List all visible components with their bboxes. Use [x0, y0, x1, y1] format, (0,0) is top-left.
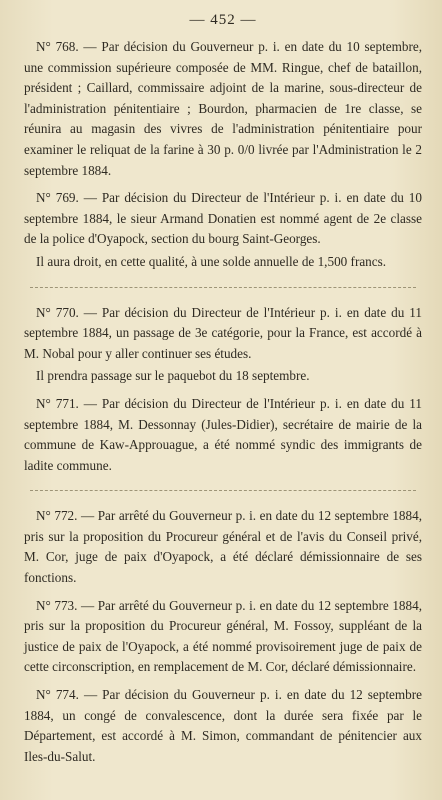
entry-772 [24, 506, 422, 588]
entry-774 [24, 685, 422, 767]
entry-770 [24, 303, 422, 387]
entry-paragraph: N° 774. — Par décision du Gouverneur p. i. en date du 12 septembre 1884, un congé de convalescence, dont la durée sera fixée par le Département, est accordé à M. Simon, commandant de pénitencier aux Iles-du-Salut. [24, 687, 422, 764]
entry-768 [24, 37, 422, 181]
entry-paragraph: Il aura droit, en cette qualité, à une solde annuelle de 1,500 francs. [36, 253, 387, 269]
entry-paragraph: N° 773. — Par arrêté du Gouverneur p. i. en date du 12 septembre 1884, pris sur la proposition du Procureur général, M. Fossoy, suppléant de la justice de paix de l'Oyapock, a été nommé provisoirement juge de paix de cette circonscription, en remplacement de M. Cor, déclaré démissionnaire. [24, 597, 422, 675]
section-divider [30, 490, 416, 492]
entry-773 [24, 596, 422, 678]
entry-paragraph: N° 770. — Par décision du Directeur de l'Intérieur p. i. en date du 11 septembre 1884, un passage de 3e catégorie, pour la France, est accordé à M. Nobal pour y aller continuer ses études. [24, 304, 422, 361]
entry-paragraph: N° 769. — Par décision du Directeur de l'Intérieur p. i. en date du 10 septembre 1884, le sieur Armand Donatien est nommé agent de 2e classe de la police d'Oyapock, section du bourg Saint-Georges. [24, 190, 422, 247]
entry-771 [24, 394, 422, 476]
entry-paragraph: N° 772. — Par arrêté du Gouverneur p. i. en date du 12 septembre 1884, pris sur la proposition du Procureur général et de l'avis du Conseil privé, M. Cor, juge de paix d'Oyapock, a été déclaré démissionnaire de ses fonctions. [24, 508, 422, 586]
entry-769 [24, 188, 422, 272]
section-divider [30, 287, 416, 289]
entry-paragraph: Il prendra passage sur le paquebot du 18 septembre. [36, 368, 310, 384]
entry-paragraph: N° 768. — Par décision du Gouverneur p. i. en date du 10 septembre, une commission supérieure composée de MM. Ringue, chef de bataillon, président ; Caillard, commissaire adjoint de la marine, sous-directeur de l'administration pénitentiaire ; Bourdon, pharmacien de 1re classe, se réunira au magasin des vivres de l'administration pénitentiaire pour examiner le reliquat de la farine à 30 p. 0/0 livrée par l'Administration le 2 septembre 1884. [24, 39, 422, 178]
page-number: — 452 — [189, 12, 257, 28]
entry-paragraph: N° 771. — Par décision du Directeur de l'Intérieur p. i. en date du 11 septembre 1884, M. Dessonnay (Jules-Didier), secrétaire de mairie de la commune de Kaw-Approuague, a été nommé syndic des immigrants de ladite commune. [24, 395, 422, 473]
